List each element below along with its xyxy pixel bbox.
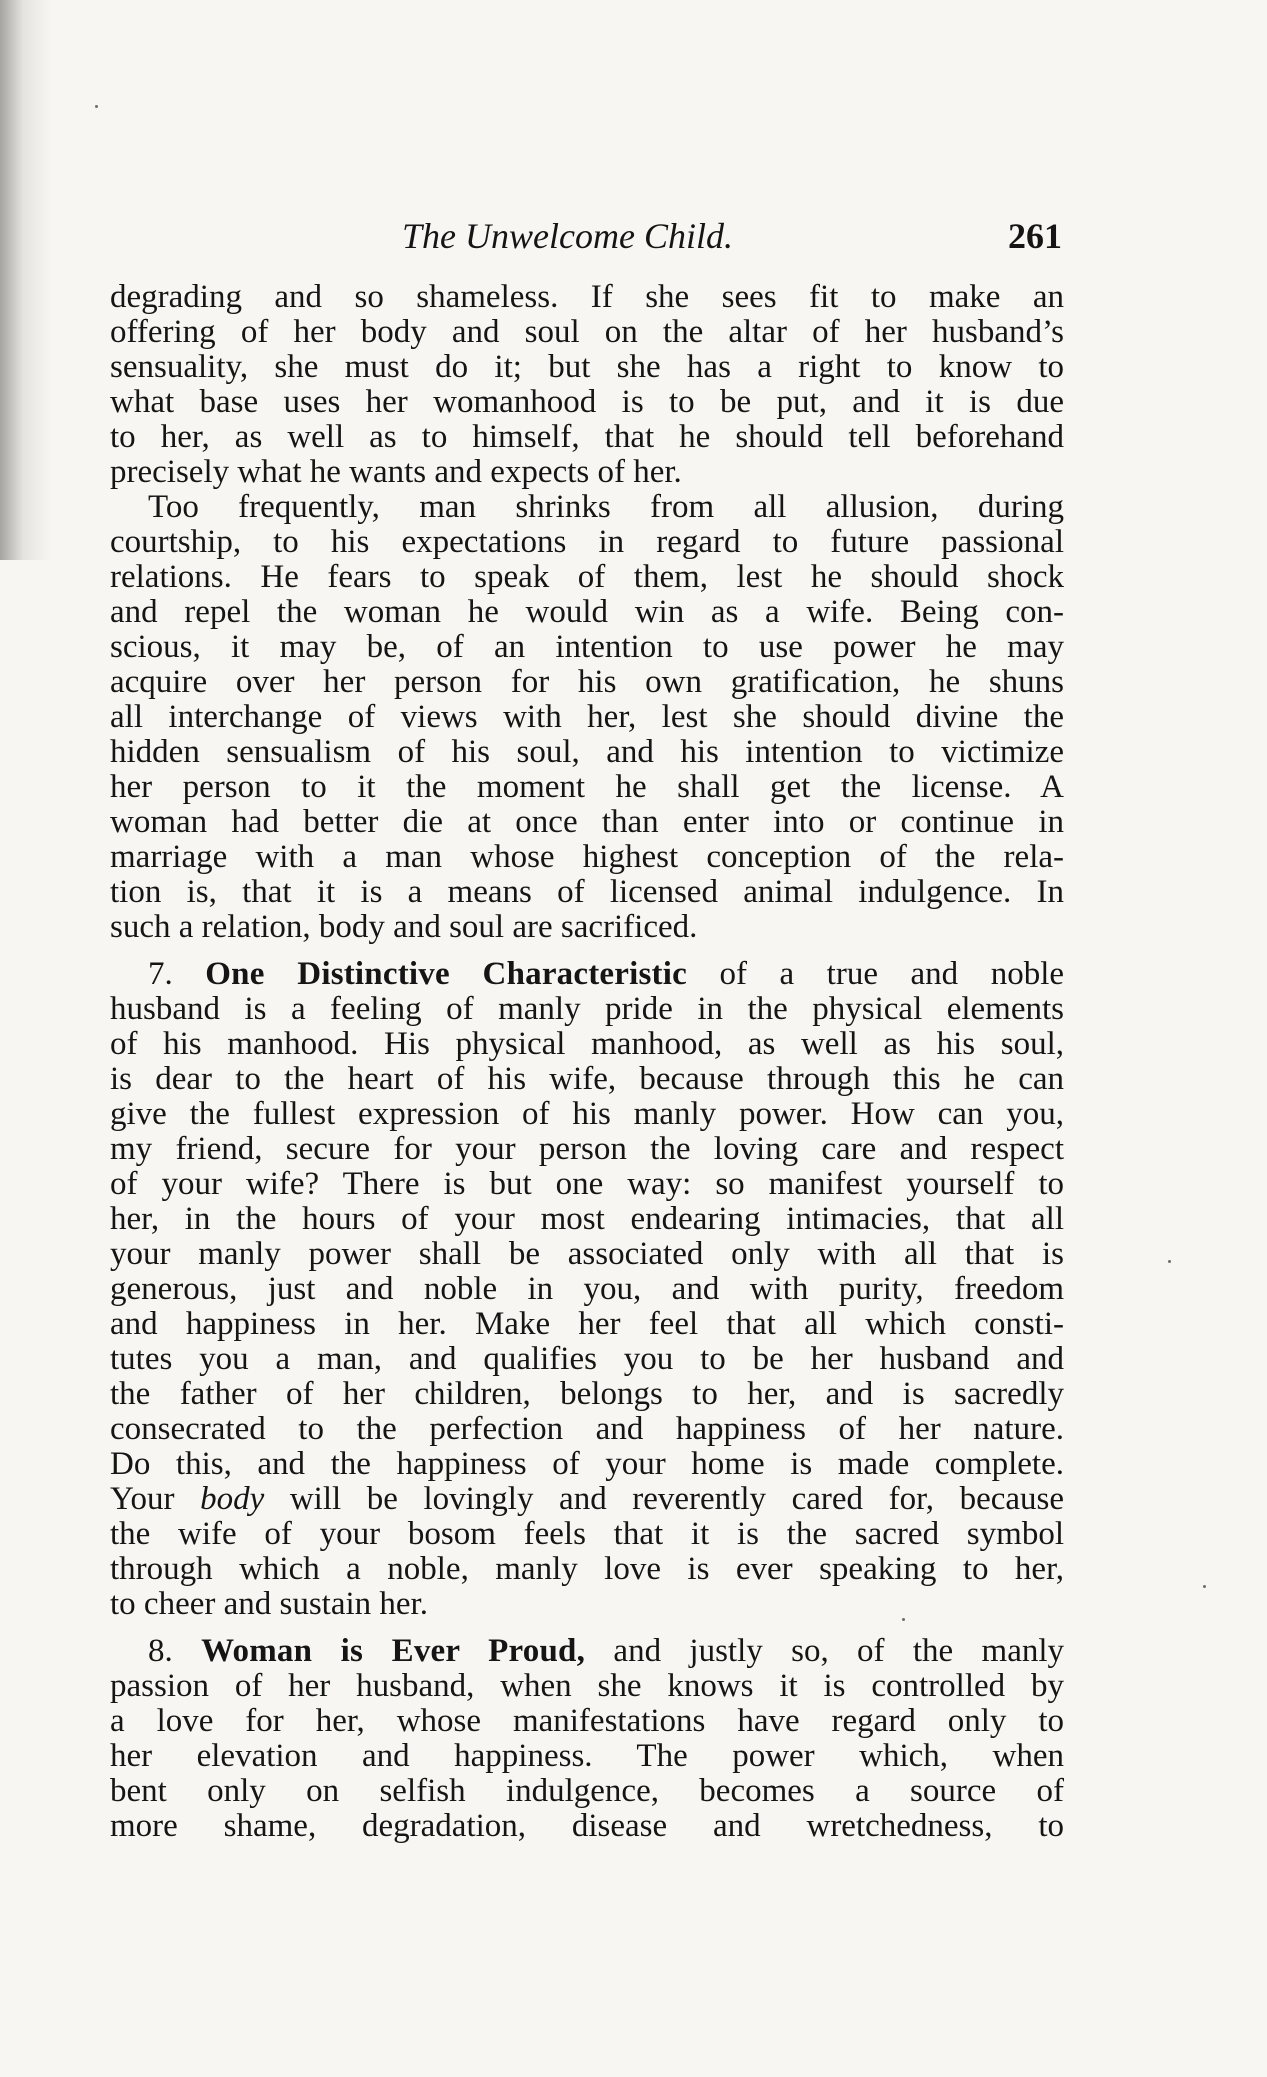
print-speck [1203,1585,1206,1588]
text-line: through which a noble, manly love is ever speaking to her, [110,1551,1064,1587]
text-line: precisely what he wants and expects of her. [110,454,682,490]
text-line: and happiness in her. Make her feel that all which consti- [110,1306,1064,1342]
section-number: 8. [148,1633,173,1669]
text-line: generous, just and noble in you, and with purity, freedom [110,1271,1064,1307]
text-line: more shame, degradation, disease and wretchedness, to [110,1808,1064,1844]
text-fragment: of a true and noble [719,956,1065,992]
section-heading: One Distinctive Characteristic [205,956,687,992]
text-line: a love for her, whose manifestations have regard only to [110,1703,1064,1739]
text-line: scious, it may be, of an intention to use power he may [110,629,1064,665]
text-line: passion of her husband, when she knows it is controlled by [110,1668,1064,1704]
text-line: husband is a feeling of manly pride in the physical elements [110,991,1064,1027]
text-line: the father of her children, belongs to her, and is sacredly [110,1376,1064,1412]
text-line: her person to it the moment he shall get the license. A [110,769,1064,805]
text-line: acquire over her person for his own gratification, he shuns [110,664,1064,700]
text-line: relations. He fears to speak of them, lest he should shock [110,559,1064,595]
running-title: The Unwelcome Child. [402,216,733,256]
text-line: give the fullest expression of his manly power. How can you, [110,1096,1064,1132]
text-line: and repel the woman he would win as a wife. Being con- [110,594,1064,630]
text-line: sensuality, she must do it; but she has a right to know to [110,349,1064,385]
page-number: 261 [1008,216,1062,256]
text-line: to cheer and sustain her. [110,1586,428,1622]
text-fragment: Your [110,1481,175,1517]
text-line: such a relation, body and soul are sacrificed. [110,909,698,945]
text-line: woman had better die at once than enter into or continue in [110,804,1064,840]
body-text [110,280,1064,1844]
text-line: the wife of your bosom feels that it is the sacred symbol [110,1516,1064,1552]
page-header [402,212,1062,260]
text-line: Do this, and the happiness of your home is made complete. [110,1446,1064,1482]
print-speck [95,105,98,108]
text-line: your manly power shall be associated only with all that is [110,1236,1064,1272]
text-line: her elevation and happiness. The power which, when [110,1738,1064,1774]
text-line [110,1634,1064,1669]
text-line: offering of her body and soul on the altar of her husband’s [110,314,1064,350]
text-line [110,1482,1064,1517]
paragraph-3 [110,957,1064,1622]
text-line: all interchange of views with her, lest she should divine the [110,699,1064,735]
section-number: 7. [148,956,173,992]
text-line: tion is, that it is a means of licensed animal indulgence. In [110,874,1064,910]
print-speck [1168,1260,1171,1263]
text-line: of your wife? There is but one way: so manifest yourself to [110,1166,1064,1202]
text-line: Too frequently, man shrinks from all allusion, during [148,489,1064,525]
section-heading: Woman is Ever Proud, [201,1633,586,1669]
text-line: to her, as well as to himself, that he should tell beforehand [110,419,1064,455]
text-fragment: will be lovingly and reverently cared for, because [289,1481,1065,1517]
text-line: what base uses her womanhood is to be put, and it is due [110,384,1064,420]
text-line: courtship, to his expectations in regard to future passional [110,524,1064,560]
text-line: of his manhood. His physical manhood, as well as his soul, [110,1026,1064,1062]
text-line: hidden sensualism of his soul, and his intention to victimize [110,734,1064,770]
paragraph-1 [110,280,1064,490]
text-line [110,957,1064,992]
text-line: is dear to the heart of his wife, because through this he can [110,1061,1064,1097]
text-line: marriage with a man whose highest conception of the rela- [110,839,1064,875]
text-line: consecrated to the perfection and happiness of her nature. [110,1411,1064,1447]
text-line: degrading and so shameless. If she sees fit to make an [110,279,1064,315]
text-line: bent only on selfish indulgence, becomes a source of [110,1773,1064,1809]
emphasized-word: body [200,1481,265,1517]
text-fragment: and justly so, of the manly [613,1633,1065,1669]
print-speck [902,1618,905,1621]
paragraph-2 [110,490,1064,945]
text-line: her, in the hours of your most endearing intimacies, that all [110,1201,1064,1237]
page-edge-shadow [0,0,52,560]
paragraph-4 [110,1634,1064,1844]
text-line: tutes you a man, and qualifies you to be her husband and [110,1341,1064,1377]
text-line: my friend, secure for your person the loving care and respect [110,1131,1064,1167]
